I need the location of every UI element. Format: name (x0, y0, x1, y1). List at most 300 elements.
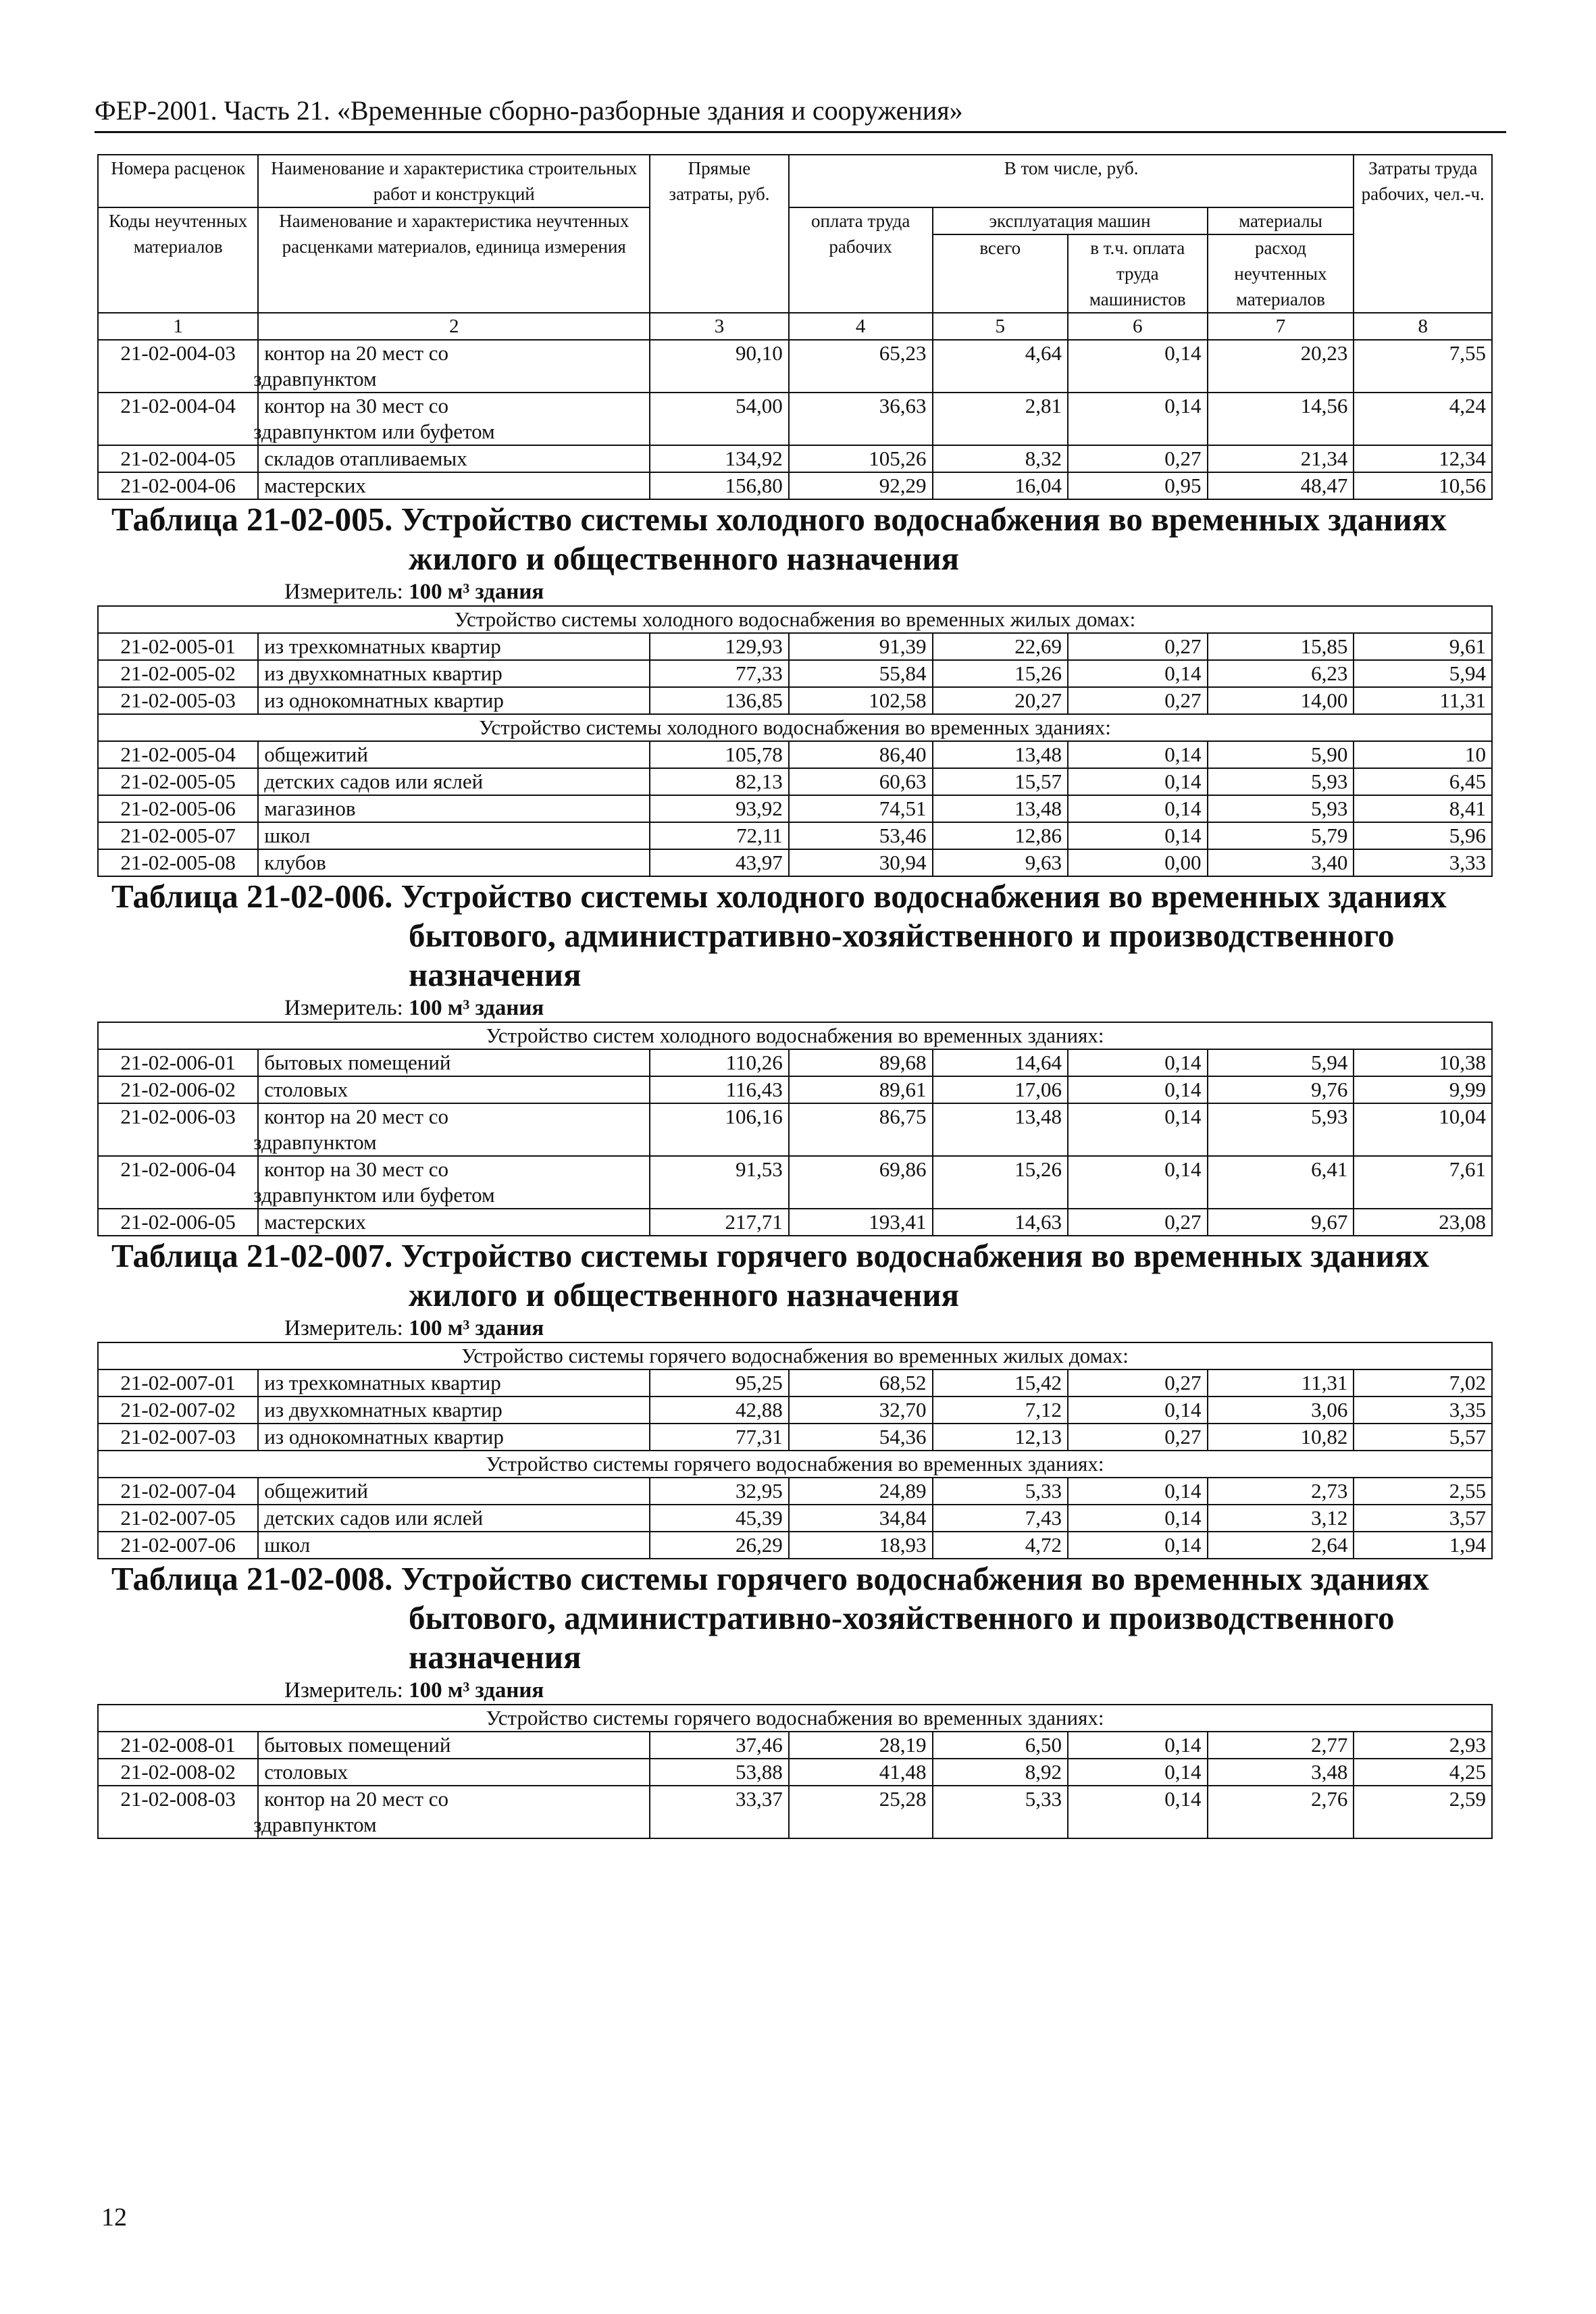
rate-name-continuation: здравпунктом или буфетом (253, 1183, 495, 1207)
direct-costs-value: 45,39 (650, 1505, 789, 1532)
machine-total-value: 14,63 (933, 1209, 1068, 1236)
materials-value: 14,56 (1208, 393, 1354, 445)
rate-name-line: складов отапливаемых (264, 447, 467, 470)
machine-total-value: 5,33 (933, 1786, 1068, 1838)
rate-name (258, 1732, 650, 1759)
labor-pay-value: 89,61 (789, 1076, 933, 1103)
table-title-line: жилого и общественного назначения (409, 1276, 960, 1313)
rate-name (253, 340, 650, 393)
rate-code: 21-02-006-03 (98, 1103, 258, 1156)
rate-name-line: из однокомнатных квартир (264, 1425, 504, 1449)
labor-costs-value: 2,55 (1354, 1478, 1492, 1505)
measurement-label: Измеритель: (284, 1678, 403, 1703)
header-machine-labor: в т.ч. оплата труда машинистов (1068, 234, 1208, 313)
table-row (98, 1505, 1492, 1532)
measurement-unit (103, 1315, 1487, 1342)
labor-pay-value: 91,39 (789, 633, 933, 660)
section-heading: Устройство системы холодного водоснабжения во временных жилых домах: (98, 606, 1492, 633)
labor-pay-value: 55,84 (789, 660, 933, 687)
direct-costs-value: 106,16 (650, 1103, 789, 1156)
column-index: 7 (1208, 313, 1354, 340)
rate-name-line: из однокомнатных квартир (264, 688, 504, 712)
rate-name-line: контор на 30 мест со (264, 394, 449, 418)
machine-labor-value: 0,14 (1068, 1786, 1208, 1838)
table-row (98, 1156, 1492, 1209)
header-labor-costs: Затраты труда рабочих, чел.-ч. (1354, 155, 1492, 313)
rate-code: 21-02-005-01 (98, 633, 258, 660)
column-index: 3 (650, 313, 789, 340)
machine-total-value: 15,26 (933, 1156, 1068, 1209)
rate-name-line: контор на 30 мест со (264, 1157, 449, 1181)
table-row (98, 1369, 1492, 1397)
rate-name (258, 1209, 650, 1236)
rate-code: 21-02-008-03 (98, 1786, 258, 1838)
table-title-line: бытового, административно-хозяйственного и производственного (409, 1599, 1395, 1636)
materials-value: 10,82 (1208, 1424, 1354, 1451)
table-row (98, 1478, 1492, 1505)
section-row (98, 1705, 1492, 1732)
direct-costs-value: 72,11 (650, 822, 789, 849)
labor-pay-value: 30,94 (789, 849, 933, 876)
labor-costs-value: 10,56 (1354, 472, 1492, 499)
machine-labor-value: 0,14 (1068, 340, 1208, 393)
rate-code: 21-02-007-03 (98, 1424, 258, 1451)
rate-name-line: школ (264, 824, 311, 847)
table-row (98, 1732, 1492, 1759)
table-row (98, 822, 1492, 849)
materials-value: 15,85 (1208, 633, 1354, 660)
table-row (98, 1076, 1492, 1103)
rate-code: 21-02-007-04 (98, 1478, 258, 1505)
table-title-line: Таблица 21-02-006. Устройство системы холодного водоснабжения во временных зданиях (111, 878, 1447, 915)
labor-costs-value: 8,41 (1354, 795, 1492, 822)
rate-code: 21-02-004-04 (98, 393, 258, 445)
materials-value: 5,93 (1208, 795, 1354, 822)
materials-value: 11,31 (1208, 1369, 1354, 1397)
column-index: 4 (789, 313, 933, 340)
rate-name-line: детских садов или яслей (264, 770, 484, 793)
labor-pay-value: 105,26 (789, 445, 933, 472)
direct-costs-value: 77,33 (650, 660, 789, 687)
labor-costs-value: 5,94 (1354, 660, 1492, 687)
materials-value: 21,34 (1208, 445, 1354, 472)
materials-value: 2,76 (1208, 1786, 1354, 1838)
labor-pay-value: 193,41 (789, 1209, 933, 1236)
rate-code: 21-02-006-01 (98, 1049, 258, 1076)
machine-total-value: 15,26 (933, 660, 1068, 687)
rate-code: 21-02-007-06 (98, 1532, 258, 1559)
table-row (98, 340, 1492, 393)
rate-code: 21-02-004-06 (98, 472, 258, 499)
rate-code: 21-02-007-05 (98, 1505, 258, 1532)
labor-pay-value: 60,63 (789, 768, 933, 795)
labor-costs-value: 7,55 (1354, 340, 1492, 393)
machine-total-value: 12,86 (933, 822, 1068, 849)
machine-labor-value: 0,14 (1068, 660, 1208, 687)
materials-value: 5,94 (1208, 1049, 1354, 1076)
rate-name (258, 795, 650, 822)
rate-name (258, 1424, 650, 1451)
measurement-value: 100 м³ здания (409, 996, 544, 1020)
rate-code: 21-02-004-05 (98, 445, 258, 472)
labor-pay-value: 89,68 (789, 1049, 933, 1076)
document-content (97, 154, 1493, 1839)
direct-costs-value: 77,31 (650, 1424, 789, 1451)
section-row (98, 606, 1492, 633)
section-row (98, 1342, 1492, 1369)
labor-pay-value: 92,29 (789, 472, 933, 499)
machine-labor-value: 0,00 (1068, 849, 1208, 876)
direct-costs-value: 116,43 (650, 1076, 789, 1103)
direct-costs-value: 32,95 (650, 1478, 789, 1505)
machine-labor-value: 0,14 (1068, 768, 1208, 795)
machine-labor-value: 0,27 (1068, 633, 1208, 660)
table-row (98, 1103, 1492, 1156)
machine-total-value: 2,81 (933, 393, 1068, 445)
rate-name-line: клубов (264, 851, 326, 874)
section-row (98, 1022, 1492, 1049)
labor-costs-value: 4,25 (1354, 1759, 1492, 1786)
materials-value: 5,93 (1208, 768, 1354, 795)
table-row (98, 472, 1492, 499)
table-title (103, 877, 1487, 995)
rate-name-line: из трехкомнатных квартир (264, 1371, 501, 1394)
rate-name (258, 660, 650, 687)
rate-code: 21-02-008-02 (98, 1759, 258, 1786)
machine-total-value: 9,63 (933, 849, 1068, 876)
table-row (98, 393, 1492, 445)
labor-costs-value: 6,45 (1354, 768, 1492, 795)
labor-costs-value: 9,61 (1354, 633, 1492, 660)
labor-costs-value: 2,59 (1354, 1786, 1492, 1838)
rate-code: 21-02-006-04 (98, 1156, 258, 1209)
labor-pay-value: 28,19 (789, 1732, 933, 1759)
rate-name-line: мастерских (264, 1210, 366, 1234)
materials-value: 2,64 (1208, 1532, 1354, 1559)
labor-pay-value: 32,70 (789, 1397, 933, 1424)
column-index-row (98, 313, 1492, 340)
materials-value: 48,47 (1208, 472, 1354, 499)
rate-code: 21-02-007-01 (98, 1369, 258, 1397)
table-row (98, 1049, 1492, 1076)
rate-name-line: общежитий (264, 1479, 368, 1503)
direct-costs-value: 91,53 (650, 1156, 789, 1209)
rate-name (258, 1076, 650, 1103)
rate-name-line: бытовых помещений (264, 1051, 451, 1074)
rate-name-line: из двухкомнатных квартир (264, 661, 503, 685)
rate-name-continuation: здравпунктом (253, 1813, 377, 1836)
materials-value: 14,00 (1208, 687, 1354, 714)
table-row (98, 1209, 1492, 1236)
table-body (98, 340, 1492, 1838)
rate-name (258, 472, 650, 499)
machine-labor-value: 0,14 (1068, 795, 1208, 822)
header-name-unaccounted: Наименование и характеристика неучтенных расценками материалов, единица измерения (258, 207, 650, 313)
materials-value: 6,23 (1208, 660, 1354, 687)
direct-costs-value: 53,88 (650, 1759, 789, 1786)
machine-total-value: 20,27 (933, 687, 1068, 714)
labor-pay-value: 36,63 (789, 393, 933, 445)
machine-labor-value: 0,27 (1068, 687, 1208, 714)
running-header: ФЕР-2001. Часть 21. «Временные сборно-разборные здания и сооружения» (95, 95, 1506, 133)
machine-labor-value: 0,27 (1068, 1424, 1208, 1451)
table-row (98, 849, 1492, 876)
rate-name (253, 393, 650, 445)
direct-costs-value: 33,37 (650, 1786, 789, 1838)
machine-labor-value: 0,14 (1068, 822, 1208, 849)
measurement-label: Измеритель: (284, 1316, 403, 1340)
labor-costs-value: 12,34 (1354, 445, 1492, 472)
labor-costs-value: 2,93 (1354, 1732, 1492, 1759)
table-title-row (98, 1236, 1492, 1342)
direct-costs-value: 136,85 (650, 687, 789, 714)
labor-pay-value: 86,40 (789, 741, 933, 768)
machine-total-value: 15,57 (933, 768, 1068, 795)
table-row (98, 795, 1492, 822)
materials-value: 20,23 (1208, 340, 1354, 393)
direct-costs-value: 37,46 (650, 1732, 789, 1759)
table-row (98, 445, 1492, 472)
rate-name (258, 445, 650, 472)
rate-name-line: контор на 20 мест со (264, 341, 449, 365)
table-row (98, 633, 1492, 660)
materials-value: 9,67 (1208, 1209, 1354, 1236)
labor-pay-value: 24,89 (789, 1478, 933, 1505)
rate-name-line: контор на 20 мест со (264, 1787, 449, 1811)
rate-name-line: столовых (264, 1760, 349, 1784)
machine-total-value: 7,12 (933, 1397, 1068, 1424)
machine-labor-value: 0,14 (1068, 1076, 1208, 1103)
machine-total-value: 12,13 (933, 1424, 1068, 1451)
section-heading: Устройство системы горячего водоснабжения во временных зданиях: (98, 1451, 1492, 1478)
machine-labor-value: 0,14 (1068, 393, 1208, 445)
rate-code: 21-02-006-02 (98, 1076, 258, 1103)
labor-costs-value: 5,57 (1354, 1424, 1492, 1451)
rate-name (258, 633, 650, 660)
table-title (103, 1236, 1487, 1315)
materials-value: 2,77 (1208, 1732, 1354, 1759)
materials-value: 5,93 (1208, 1103, 1354, 1156)
materials-value: 5,79 (1208, 822, 1354, 849)
table-row (98, 660, 1492, 687)
rate-name (258, 849, 650, 876)
rate-code: 21-02-005-02 (98, 660, 258, 687)
measurement-label: Измеритель: (284, 580, 403, 604)
rate-name-continuation: здравпунктом или буфетом (253, 420, 495, 443)
machine-total-value: 8,92 (933, 1759, 1068, 1786)
machine-total-value: 13,48 (933, 741, 1068, 768)
table-title (103, 500, 1487, 578)
section-heading: Устройство системы горячего водоснабжения во временных жилых домах: (98, 1342, 1492, 1369)
machine-labor-value: 0,27 (1068, 1369, 1208, 1397)
machine-total-value: 4,72 (933, 1532, 1068, 1559)
measurement-unit (103, 995, 1487, 1022)
table-row (98, 687, 1492, 714)
materials-value: 9,76 (1208, 1076, 1354, 1103)
materials-value: 3,48 (1208, 1759, 1354, 1786)
labor-costs-value: 7,61 (1354, 1156, 1492, 1209)
machine-labor-value: 0,14 (1068, 1156, 1208, 1209)
measurement-unit (103, 1677, 1487, 1704)
machine-labor-value: 0,27 (1068, 445, 1208, 472)
labor-costs-value: 10,04 (1354, 1103, 1492, 1156)
measurement-unit (103, 578, 1487, 605)
table-header (98, 155, 1492, 340)
machine-total-value: 13,48 (933, 1103, 1068, 1156)
rate-name (258, 741, 650, 768)
table-row (98, 1424, 1492, 1451)
direct-costs-value: 156,80 (650, 472, 789, 499)
rate-code: 21-02-004-03 (98, 340, 258, 393)
labor-costs-value: 23,08 (1354, 1209, 1492, 1236)
measurement-value: 100 м³ здания (409, 580, 544, 604)
table-row (98, 1397, 1492, 1424)
direct-costs-value: 110,26 (650, 1049, 789, 1076)
labor-costs-value: 10,38 (1354, 1049, 1492, 1076)
labor-costs-value: 3,33 (1354, 849, 1492, 876)
labor-costs-value: 9,99 (1354, 1076, 1492, 1103)
materials-value: 3,40 (1208, 849, 1354, 876)
rate-name-line: столовых (264, 1078, 349, 1101)
rate-name (258, 1532, 650, 1559)
direct-costs-value: 90,10 (650, 340, 789, 393)
rate-name-line: из двухкомнатных квартир (264, 1398, 503, 1422)
machine-total-value: 5,33 (933, 1478, 1068, 1505)
header-materials-unaccounted: расход неучтенных материалов (1208, 234, 1354, 313)
header-labor-pay: оплата труда рабочих (789, 207, 933, 313)
rate-name (258, 1397, 650, 1424)
machine-total-value: 13,48 (933, 795, 1068, 822)
rate-name (258, 768, 650, 795)
rate-code: 21-02-005-05 (98, 768, 258, 795)
rate-name (258, 1049, 650, 1076)
direct-costs-value: 42,88 (650, 1397, 789, 1424)
labor-costs-value: 11,31 (1354, 687, 1492, 714)
rate-name (258, 1369, 650, 1397)
rate-name (258, 1505, 650, 1532)
labor-pay-value: 53,46 (789, 822, 933, 849)
materials-value: 6,41 (1208, 1156, 1354, 1209)
labor-pay-value: 102,58 (789, 687, 933, 714)
labor-costs-value: 7,02 (1354, 1369, 1492, 1397)
header-codes-unaccounted: Коды неучтенных материалов (98, 207, 258, 313)
rate-name-line: из трехкомнатных квартир (264, 634, 501, 658)
section-heading: Устройство системы горячего водоснабжения во временных зданиях: (98, 1705, 1492, 1732)
rate-code: 21-02-007-02 (98, 1397, 258, 1424)
table-title-line: Таблица 21-02-007. Устройство системы горячего водоснабжения во временных зданиях (111, 1237, 1429, 1274)
rate-name (258, 1759, 650, 1786)
machine-labor-value: 0,14 (1068, 741, 1208, 768)
labor-costs-value: 4,24 (1354, 393, 1492, 445)
machine-labor-value: 0,14 (1068, 1759, 1208, 1786)
machine-labor-value: 0,27 (1068, 1209, 1208, 1236)
machine-labor-value: 0,95 (1068, 472, 1208, 499)
table-row (98, 1759, 1492, 1786)
machine-total-value: 6,50 (933, 1732, 1068, 1759)
machine-total-value: 8,32 (933, 445, 1068, 472)
labor-costs-value: 5,96 (1354, 822, 1492, 849)
direct-costs-value: 105,78 (650, 741, 789, 768)
header-materials: материалы (1208, 207, 1354, 234)
page-number: 12 (101, 2203, 127, 2232)
header-num-rates: Номера расценок (98, 155, 258, 207)
rate-code: 21-02-005-07 (98, 822, 258, 849)
machine-total-value: 4,64 (933, 340, 1068, 393)
table-title-line: Таблица 21-02-005. Устройство системы холодного водоснабжения во временных зданиях (111, 501, 1447, 538)
machine-labor-value: 0,14 (1068, 1103, 1208, 1156)
direct-costs-value: 129,93 (650, 633, 789, 660)
rate-code: 21-02-008-01 (98, 1732, 258, 1759)
labor-pay-value: 41,48 (789, 1759, 933, 1786)
rate-code: 21-02-005-03 (98, 687, 258, 714)
rate-name-line: контор на 20 мест со (264, 1105, 449, 1128)
direct-costs-value: 93,92 (650, 795, 789, 822)
rates-table (97, 154, 1493, 1839)
machine-total-value: 17,06 (933, 1076, 1068, 1103)
measurement-value: 100 м³ здания (409, 1678, 544, 1703)
rate-name (253, 1103, 650, 1156)
direct-costs-value: 217,71 (650, 1209, 789, 1236)
labor-pay-value: 25,28 (789, 1786, 933, 1838)
measurement-label: Измеритель: (284, 996, 403, 1020)
rate-name-line: школ (264, 1533, 311, 1557)
machine-total-value: 14,64 (933, 1049, 1068, 1076)
direct-costs-value: 82,13 (650, 768, 789, 795)
labor-pay-value: 69,86 (789, 1156, 933, 1209)
rate-name-line: бытовых помещений (264, 1733, 451, 1757)
rate-name-continuation: здравпунктом (253, 1130, 377, 1154)
column-index: 8 (1354, 313, 1492, 340)
labor-pay-value: 18,93 (789, 1532, 933, 1559)
labor-pay-value: 34,84 (789, 1505, 933, 1532)
column-index: 5 (933, 313, 1068, 340)
table-title-line: Таблица 21-02-008. Устройство системы горячего водоснабжения во временных зданиях (111, 1560, 1429, 1597)
materials-value: 2,73 (1208, 1478, 1354, 1505)
rate-name-line: магазинов (264, 797, 356, 820)
rate-name (258, 822, 650, 849)
labor-costs-value: 3,35 (1354, 1397, 1492, 1424)
direct-costs-value: 134,92 (650, 445, 789, 472)
section-row (98, 714, 1492, 741)
header-including: В том числе, руб. (789, 155, 1354, 207)
table-title-line: назначения (409, 1638, 582, 1676)
machine-total-value: 16,04 (933, 472, 1068, 499)
table-title-row (98, 876, 1492, 1022)
header-direct-costs: Прямые затраты, руб. (650, 155, 789, 313)
table-title (103, 1559, 1487, 1677)
column-index: 6 (1068, 313, 1208, 340)
machine-labor-value: 0,14 (1068, 1049, 1208, 1076)
section-row (98, 1451, 1492, 1478)
section-heading: Устройство систем холодного водоснабжения во временных зданиях: (98, 1022, 1492, 1049)
rate-code: 21-02-005-08 (98, 849, 258, 876)
table-title-row (98, 1559, 1492, 1705)
table-row (98, 768, 1492, 795)
table-title-row (98, 499, 1492, 606)
section-heading: Устройство системы холодного водоснабжения во временных зданиях: (98, 714, 1492, 741)
direct-costs-value: 26,29 (650, 1532, 789, 1559)
labor-pay-value: 68,52 (789, 1369, 933, 1397)
rate-code: 21-02-005-06 (98, 795, 258, 822)
rate-name (253, 1786, 650, 1838)
direct-costs-value: 43,97 (650, 849, 789, 876)
rate-name-line: мастерских (264, 474, 366, 497)
machine-total-value: 15,42 (933, 1369, 1068, 1397)
machine-labor-value: 0,14 (1068, 1732, 1208, 1759)
materials-value: 3,12 (1208, 1505, 1354, 1532)
rate-name-line: детских садов или яслей (264, 1506, 484, 1530)
materials-value: 3,06 (1208, 1397, 1354, 1424)
